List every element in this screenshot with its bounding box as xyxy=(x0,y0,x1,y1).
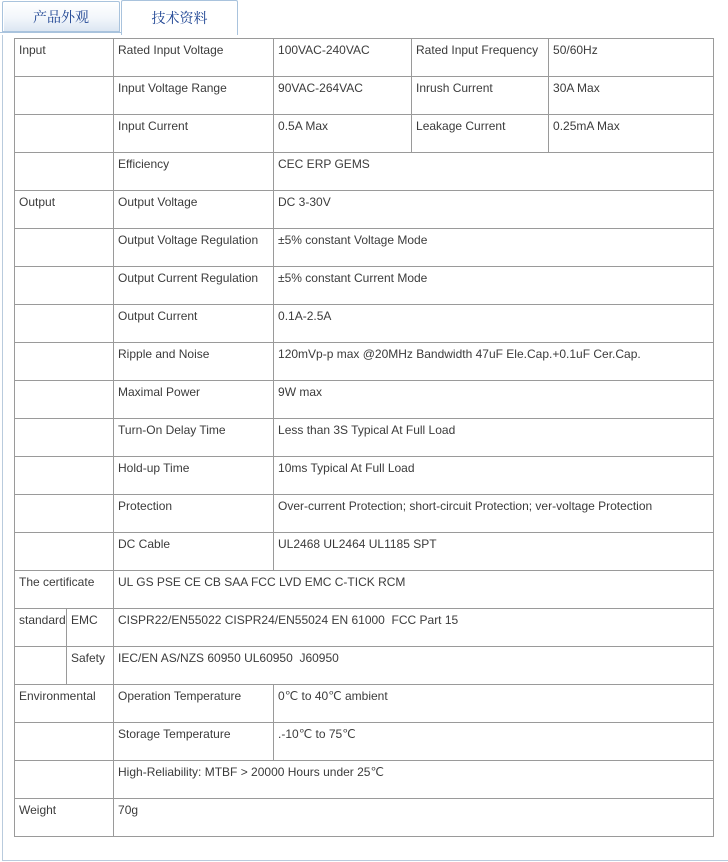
tab-technical-data-label: 技术资料 xyxy=(151,10,208,26)
table-row xyxy=(15,267,714,305)
table-cell xyxy=(15,647,67,685)
table-cell: 9W max xyxy=(274,381,714,419)
table-cell xyxy=(15,77,114,115)
tab-product-appearance[interactable] xyxy=(2,1,120,32)
table-cell: DC 3-30V xyxy=(274,191,714,229)
table-cell: CEC ERP GEMS xyxy=(274,153,714,191)
table-cell: Maximal Power xyxy=(114,381,274,419)
table-cell: 70g xyxy=(114,799,714,837)
table-cell: Output xyxy=(15,191,114,229)
table-cell: Over-current Protection; short-circuit Protection; ver-voltage Protection xyxy=(274,495,714,533)
table-cell: Protection xyxy=(114,495,274,533)
tab-technical-data[interactable] xyxy=(121,0,238,35)
table-cell xyxy=(15,761,114,799)
table-row xyxy=(15,685,714,723)
table-cell: 10ms Typical At Full Load xyxy=(274,457,714,495)
table-row xyxy=(15,495,714,533)
table-row xyxy=(15,647,714,685)
table-row xyxy=(15,381,714,419)
table-cell: Output Voltage Regulation xyxy=(114,229,274,267)
table-cell: 0.25mA Max xyxy=(549,115,714,153)
table-cell xyxy=(15,343,114,381)
table-cell: UL GS PSE CE CB SAA FCC LVD EMC C-TICK RCM xyxy=(114,571,714,609)
table-cell: Input Current xyxy=(114,115,274,153)
table-cell: Safety xyxy=(67,647,114,685)
tab-bar xyxy=(0,0,728,35)
table-cell: Leakage Current xyxy=(412,115,549,153)
table-cell: Turn-On Delay Time xyxy=(114,419,274,457)
table-row xyxy=(15,457,714,495)
table-cell: Input xyxy=(15,39,114,77)
table-row xyxy=(15,419,714,457)
table-cell: 120mVp-p max @20MHz Bandwidth 47uF Ele.Cap.+0.1uF Cer.Cap. xyxy=(274,343,714,381)
spec-table xyxy=(14,38,714,837)
table-cell: The certificate xyxy=(15,571,114,609)
table-cell: Output Current xyxy=(114,305,274,343)
table-cell: Hold-up Time xyxy=(114,457,274,495)
table-cell: Input Voltage Range xyxy=(114,77,274,115)
table-cell xyxy=(15,533,114,571)
table-cell: Rated Input Frequency xyxy=(412,39,549,77)
table-row xyxy=(15,153,714,191)
table-cell: ±5% constant Voltage Mode xyxy=(274,229,714,267)
table-cell: DC Cable xyxy=(114,533,274,571)
table-cell xyxy=(15,115,114,153)
table-cell: 0.5A Max xyxy=(274,115,412,153)
table-cell: 100VAC-240VAC xyxy=(274,39,412,77)
table-cell xyxy=(15,495,114,533)
table-cell xyxy=(15,305,114,343)
table-cell: Inrush Current xyxy=(412,77,549,115)
table-cell xyxy=(15,419,114,457)
table-cell: Storage Temperature xyxy=(114,723,274,761)
table-row xyxy=(15,191,714,229)
tab-product-appearance-label: 产品外观 xyxy=(33,8,89,25)
table-cell: CISPR22/EN55022 CISPR24/EN55024 EN 61000 FCC Part 15 xyxy=(114,609,714,647)
table-row xyxy=(15,799,714,837)
table-cell: Efficiency xyxy=(114,153,274,191)
table-cell: Rated Input Voltage xyxy=(114,39,274,77)
table-cell: Weight xyxy=(15,799,114,837)
table-cell: Less than 3S Typical At Full Load xyxy=(274,419,714,457)
table-cell xyxy=(15,229,114,267)
table-cell: 0.1A-2.5A xyxy=(274,305,714,343)
table-row xyxy=(15,39,714,77)
table-row xyxy=(15,571,714,609)
tab-content-panel xyxy=(2,33,728,861)
table-row xyxy=(15,533,714,571)
table-row xyxy=(15,77,714,115)
table-cell: Output Current Regulation xyxy=(114,267,274,305)
table-cell: Operation Temperature xyxy=(114,685,274,723)
table-cell: Ripple and Noise xyxy=(114,343,274,381)
table-cell: 90VAC-264VAC xyxy=(274,77,412,115)
table-cell xyxy=(15,723,114,761)
table-cell xyxy=(15,153,114,191)
table-cell xyxy=(15,381,114,419)
table-cell: 30A Max xyxy=(549,77,714,115)
table-row xyxy=(15,115,714,153)
table-cell xyxy=(15,457,114,495)
table-cell: Output Voltage xyxy=(114,191,274,229)
table-cell: 0℃ to 40℃ ambient xyxy=(274,685,714,723)
table-row xyxy=(15,229,714,267)
table-cell: 50/60Hz xyxy=(549,39,714,77)
table-row xyxy=(15,761,714,799)
table-cell: .-10℃ to 75℃ xyxy=(274,723,714,761)
table-row xyxy=(15,305,714,343)
table-cell xyxy=(15,267,114,305)
table-cell: EMC xyxy=(67,609,114,647)
table-cell: Environmental xyxy=(15,685,114,723)
tab-underline xyxy=(0,32,122,33)
table-row xyxy=(15,609,714,647)
table-cell: IEC/EN AS/NZS 60950 UL60950 J60950 xyxy=(114,647,714,685)
table-row xyxy=(15,723,714,761)
table-cell: UL2468 UL2464 UL1185 SPT xyxy=(274,533,714,571)
table-cell: High-Reliability: MTBF > 20000 Hours under 25℃ xyxy=(114,761,714,799)
table-cell: standard xyxy=(15,609,67,647)
table-cell: ±5% constant Current Mode xyxy=(274,267,714,305)
table-row xyxy=(15,343,714,381)
